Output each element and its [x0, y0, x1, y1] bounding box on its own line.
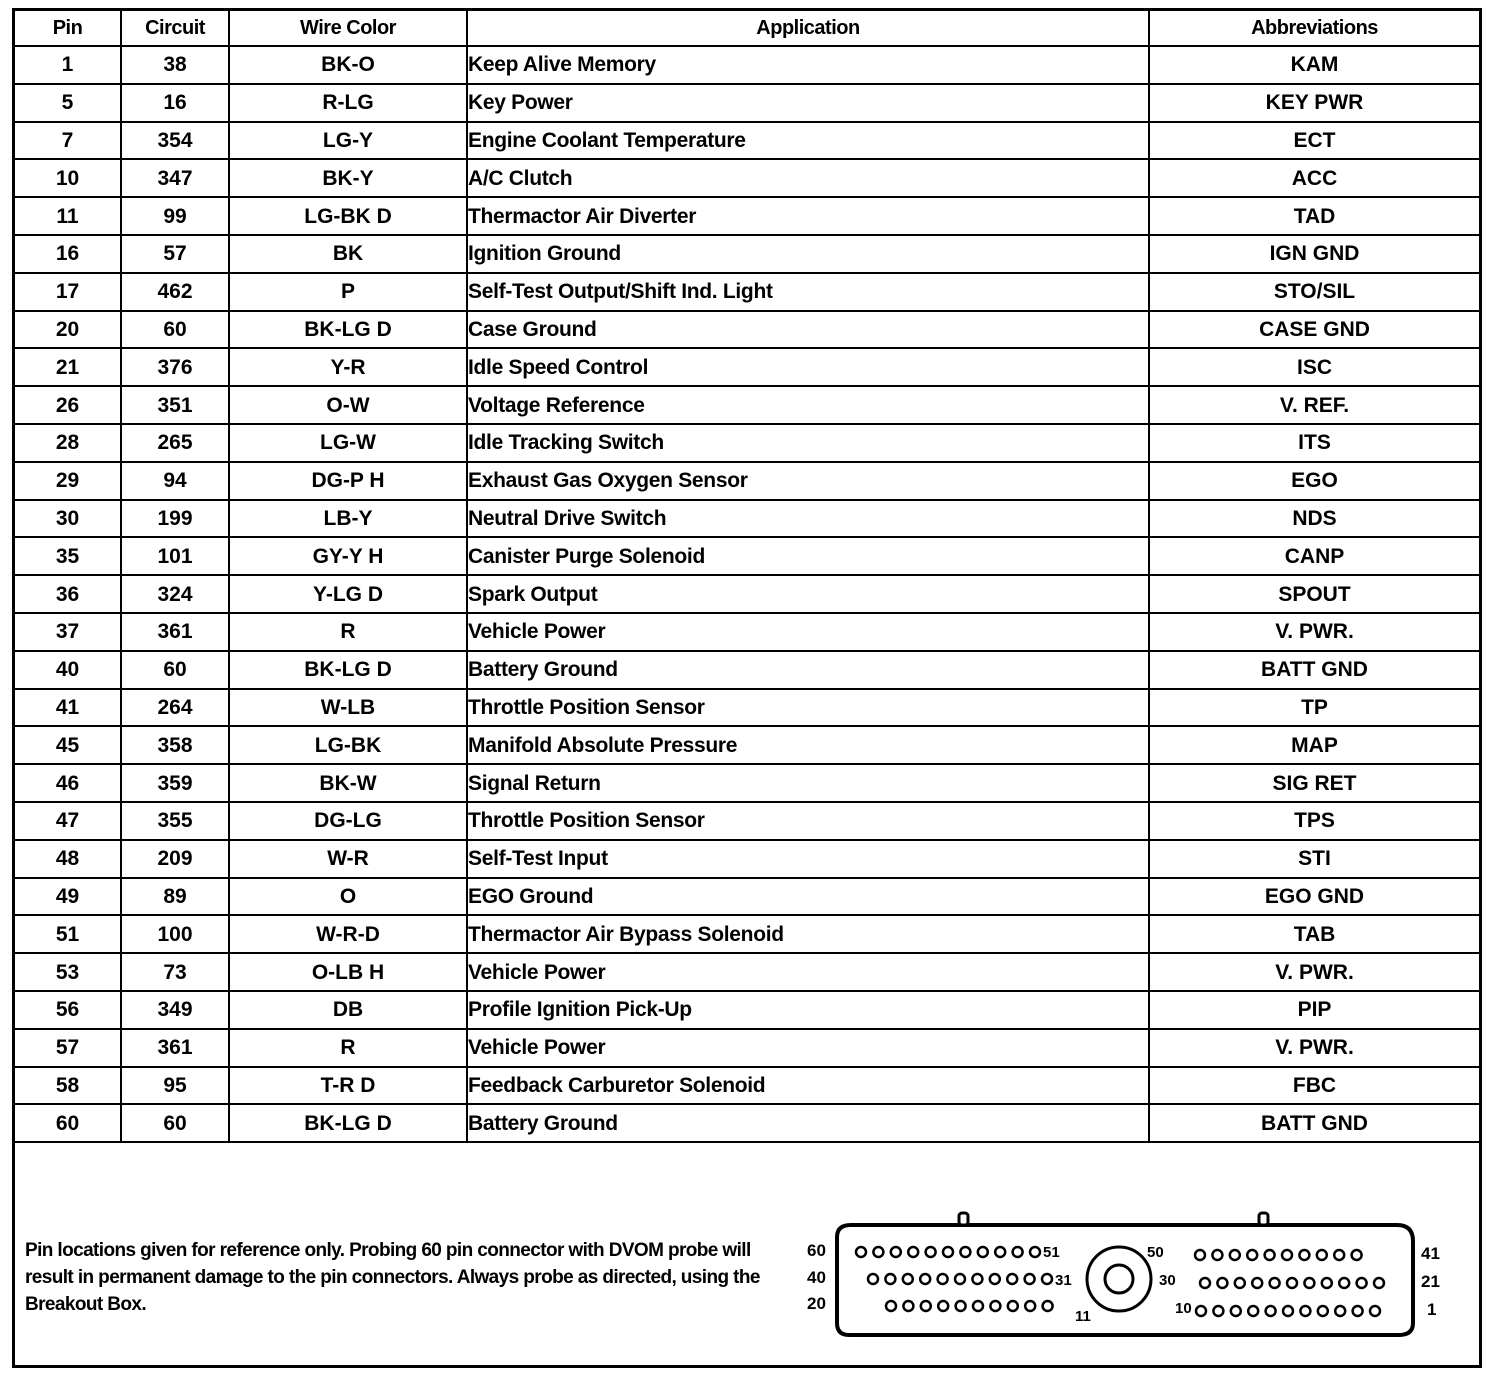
cell-pin: 45	[15, 726, 121, 764]
cell-wire-color: BK-Y	[229, 159, 467, 197]
cell-application: Feedback Carburetor Solenoid	[467, 1067, 1149, 1105]
cell-application: Self-Test Output/Shift Ind. Light	[467, 273, 1149, 311]
row2-left-end: 31	[1055, 1272, 1072, 1289]
pin-hole	[1322, 1278, 1332, 1288]
cell-pin: 17	[15, 273, 121, 311]
pin-hole	[972, 1274, 982, 1284]
table-row	[15, 1067, 1479, 1105]
cell-wire-color: O-W	[229, 386, 467, 424]
table-row	[15, 915, 1479, 953]
pin-hole	[1030, 1247, 1040, 1257]
cell-pin: 1	[15, 46, 121, 84]
cell-pin: 30	[15, 500, 121, 538]
cell-application: Profile Ignition Pick-Up	[467, 991, 1149, 1029]
cell-pin: 29	[15, 462, 121, 500]
footer-panel	[15, 1175, 1479, 1365]
cell-application: Throttle Position Sensor	[467, 689, 1149, 727]
cell-abbreviation: EGO GND	[1149, 878, 1479, 916]
cell-application: Exhaust Gas Oxygen Sensor	[467, 462, 1149, 500]
cell-wire-color: T-R D	[229, 1067, 467, 1105]
cell-abbreviation: MAP	[1149, 726, 1479, 764]
cell-application: Keep Alive Memory	[467, 46, 1149, 84]
pin-hole	[1304, 1278, 1314, 1288]
table-row	[15, 84, 1479, 122]
cell-pin: 51	[15, 915, 121, 953]
pin-hole	[1213, 1306, 1223, 1316]
cell-abbreviation: V. PWR.	[1149, 1029, 1479, 1067]
cell-wire-color: LG-W	[229, 424, 467, 462]
pin-hole	[903, 1301, 913, 1311]
cell-circuit: 358	[121, 726, 229, 764]
cell-application: Spark Output	[467, 575, 1149, 613]
cell-abbreviation: IGN GND	[1149, 235, 1479, 273]
cell-pin: 37	[15, 613, 121, 651]
pin-hole	[1212, 1250, 1222, 1260]
cell-pin: 58	[15, 1067, 121, 1105]
cell-abbreviation: V. REF.	[1149, 386, 1479, 424]
table-row	[15, 953, 1479, 991]
cell-pin: 47	[15, 802, 121, 840]
cell-circuit: 349	[121, 991, 229, 1029]
cell-pin: 41	[15, 689, 121, 727]
cell-abbreviation: ISC	[1149, 348, 1479, 386]
pin-hole	[1252, 1278, 1262, 1288]
pin-hole	[1042, 1274, 1052, 1284]
cell-abbreviation: CANP	[1149, 537, 1479, 575]
cell-abbreviation: TAD	[1149, 197, 1479, 235]
table-row	[15, 386, 1479, 424]
cell-circuit: 376	[121, 348, 229, 386]
cell-circuit: 347	[121, 159, 229, 197]
pin-hole	[943, 1247, 953, 1257]
cell-circuit: 359	[121, 764, 229, 802]
cell-wire-color: R	[229, 1029, 467, 1067]
cell-pin: 46	[15, 764, 121, 802]
cell-pin: 60	[15, 1104, 121, 1142]
cell-application: Canister Purge Solenoid	[467, 537, 1149, 575]
cell-abbreviation: FBC	[1149, 1067, 1479, 1105]
cell-abbreviation: TPS	[1149, 802, 1479, 840]
connector-key-left	[959, 1213, 968, 1225]
cell-wire-color: DG-P H	[229, 462, 467, 500]
cell-application: Vehicle Power	[467, 953, 1149, 991]
header-wire-color: Wire Color	[229, 11, 467, 46]
table-row	[15, 1104, 1479, 1142]
pin-hole	[873, 1247, 883, 1257]
cell-circuit: 95	[121, 1067, 229, 1105]
pin-hole	[938, 1274, 948, 1284]
table-row	[15, 689, 1479, 727]
cell-abbreviation: TP	[1149, 689, 1479, 727]
connector-key-right	[1259, 1213, 1268, 1225]
cell-circuit: 324	[121, 575, 229, 613]
cell-application: A/C Clutch	[467, 159, 1149, 197]
cell-pin: 49	[15, 878, 121, 916]
table-row	[15, 840, 1479, 878]
cell-application: Throttle Position Sensor	[467, 802, 1149, 840]
cell-abbreviation: SPOUT	[1149, 575, 1479, 613]
pin-hole	[960, 1247, 970, 1257]
connector-center-inner	[1105, 1265, 1133, 1293]
table-header-row	[15, 11, 1479, 46]
cell-circuit: 99	[121, 197, 229, 235]
pin-hole	[1335, 1306, 1345, 1316]
cell-application: Vehicle Power	[467, 613, 1149, 651]
pin-hole	[1374, 1278, 1384, 1288]
cell-wire-color: Y-LG D	[229, 575, 467, 613]
cell-circuit: 16	[121, 84, 229, 122]
cell-wire-color: O	[229, 878, 467, 916]
cell-application: Battery Ground	[467, 1104, 1149, 1142]
cell-abbreviation: BATT GND	[1149, 1104, 1479, 1142]
cell-pin: 56	[15, 991, 121, 1029]
cell-application: Idle Speed Control	[467, 348, 1149, 386]
cell-circuit: 199	[121, 500, 229, 538]
cell-circuit: 73	[121, 953, 229, 991]
cell-abbreviation: BATT GND	[1149, 651, 1479, 689]
cell-pin: 21	[15, 348, 121, 386]
pin-hole	[920, 1274, 930, 1284]
cell-wire-color: P	[229, 273, 467, 311]
cell-circuit: 60	[121, 311, 229, 349]
cell-abbreviation: ECT	[1149, 122, 1479, 160]
cell-wire-color: DG-LG	[229, 802, 467, 840]
cell-abbreviation: NDS	[1149, 500, 1479, 538]
cell-abbreviation: STI	[1149, 840, 1479, 878]
cell-pin: 26	[15, 386, 121, 424]
pin-hole	[1357, 1278, 1367, 1288]
cell-circuit: 354	[121, 122, 229, 160]
table-row	[15, 462, 1479, 500]
pin-hole	[885, 1274, 895, 1284]
pin-hole	[1339, 1278, 1349, 1288]
cell-circuit: 361	[121, 1029, 229, 1067]
pin-hole	[856, 1247, 866, 1257]
cell-application: Self-Test Input	[467, 840, 1149, 878]
cell-abbreviation: PIP	[1149, 991, 1479, 1029]
pin-hole	[1334, 1250, 1344, 1260]
cell-circuit: 38	[121, 46, 229, 84]
cell-wire-color: W-LB	[229, 689, 467, 727]
cell-wire-color: GY-Y H	[229, 537, 467, 575]
cell-wire-color: W-R-D	[229, 915, 467, 953]
cell-application: Key Power	[467, 84, 1149, 122]
pin-hole	[973, 1301, 983, 1311]
table-row	[15, 726, 1479, 764]
cell-application: Vehicle Power	[467, 1029, 1149, 1067]
cell-wire-color: BK-LG D	[229, 311, 467, 349]
cell-circuit: 264	[121, 689, 229, 727]
cell-abbreviation: ACC	[1149, 159, 1479, 197]
pin-hole	[1200, 1278, 1210, 1288]
pin-hole	[1318, 1306, 1328, 1316]
pin-hole	[1353, 1306, 1363, 1316]
pin-hole	[903, 1274, 913, 1284]
cell-circuit: 94	[121, 462, 229, 500]
pin-hole	[978, 1247, 988, 1257]
cell-abbreviation: V. PWR.	[1149, 953, 1479, 991]
cell-wire-color: Y-R	[229, 348, 467, 386]
cell-abbreviation: STO/SIL	[1149, 273, 1479, 311]
pin-hole	[1217, 1278, 1227, 1288]
cell-wire-color: O-LB H	[229, 953, 467, 991]
cell-wire-color: BK-LG D	[229, 651, 467, 689]
cell-application: Ignition Ground	[467, 235, 1149, 273]
table-row	[15, 500, 1479, 538]
header-abbreviations: Abbreviations	[1149, 11, 1479, 46]
pin-hole	[1013, 1247, 1023, 1257]
cell-wire-color: BK-LG D	[229, 1104, 467, 1142]
cell-pin: 36	[15, 575, 121, 613]
cell-wire-color: R-LG	[229, 84, 467, 122]
label-right-21: 21	[1421, 1272, 1440, 1291]
pin-hole	[1025, 1301, 1035, 1311]
table-row	[15, 348, 1479, 386]
cell-pin: 5	[15, 84, 121, 122]
pin-hole	[1287, 1278, 1297, 1288]
pin-hole	[990, 1274, 1000, 1284]
cell-circuit: 265	[121, 424, 229, 462]
cell-circuit: 462	[121, 273, 229, 311]
pin-hole	[1196, 1306, 1206, 1316]
pin-hole	[1370, 1306, 1380, 1316]
pin-hole	[886, 1301, 896, 1311]
label-right-1: 1	[1427, 1300, 1437, 1319]
cell-circuit: 209	[121, 840, 229, 878]
cell-application: Thermactor Air Diverter	[467, 197, 1149, 235]
pin-hole	[908, 1247, 918, 1257]
cell-circuit: 100	[121, 915, 229, 953]
table-row	[15, 651, 1479, 689]
cell-wire-color: BK	[229, 235, 467, 273]
header-application: Application	[467, 11, 1149, 46]
table-row	[15, 159, 1479, 197]
pin-hole	[1299, 1250, 1309, 1260]
pin-hole	[1270, 1278, 1280, 1288]
cell-abbreviation: TAB	[1149, 915, 1479, 953]
pin-hole	[938, 1301, 948, 1311]
pin-hole	[1195, 1250, 1205, 1260]
header-pin: Pin	[15, 11, 121, 46]
pin-hole	[926, 1247, 936, 1257]
cell-application: Neutral Drive Switch	[467, 500, 1149, 538]
pin-hole	[955, 1274, 965, 1284]
row2-right-start: 30	[1159, 1272, 1176, 1289]
table-row	[15, 613, 1479, 651]
pin-hole	[1025, 1274, 1035, 1284]
cell-abbreviation: EGO	[1149, 462, 1479, 500]
cell-circuit: 361	[121, 613, 229, 651]
cell-wire-color: LG-BK D	[229, 197, 467, 235]
pin-hole	[1282, 1250, 1292, 1260]
table-body	[15, 46, 1479, 1142]
table-row	[15, 46, 1479, 84]
pin-hole	[995, 1247, 1005, 1257]
label-left-20: 20	[807, 1294, 826, 1313]
pin-hole	[1043, 1301, 1053, 1311]
cell-circuit: 89	[121, 878, 229, 916]
table-row	[15, 991, 1479, 1029]
cell-wire-color: R	[229, 613, 467, 651]
cell-pin: 16	[15, 235, 121, 273]
cell-pin: 57	[15, 1029, 121, 1067]
pin-hole	[1235, 1278, 1245, 1288]
pin-hole	[1008, 1301, 1018, 1311]
pin-hole	[891, 1247, 901, 1257]
cell-circuit: 101	[121, 537, 229, 575]
row3-right-start: 10	[1175, 1300, 1192, 1317]
table-row	[15, 197, 1479, 235]
cell-circuit: 351	[121, 386, 229, 424]
table-row	[15, 575, 1479, 613]
pin-hole	[921, 1301, 931, 1311]
connector-center-outer	[1087, 1247, 1151, 1311]
pin-hole	[956, 1301, 966, 1311]
table-row	[15, 1029, 1479, 1067]
pin-hole	[990, 1301, 1000, 1311]
cell-abbreviation: CASE GND	[1149, 311, 1479, 349]
connector-svg	[785, 1195, 1465, 1345]
cell-abbreviation: ITS	[1149, 424, 1479, 462]
pin-hole	[1265, 1250, 1275, 1260]
cell-wire-color: BK-W	[229, 764, 467, 802]
cell-wire-color: W-R	[229, 840, 467, 878]
table-row	[15, 311, 1479, 349]
connector-pins	[856, 1247, 1384, 1316]
cell-abbreviation: V. PWR.	[1149, 613, 1479, 651]
cell-pin: 35	[15, 537, 121, 575]
label-right-41: 41	[1421, 1244, 1440, 1263]
label-left-60: 60	[807, 1241, 826, 1260]
header-circuit: Circuit	[121, 11, 229, 46]
cell-application: Engine Coolant Temperature	[467, 122, 1149, 160]
cell-application: Signal Return	[467, 764, 1149, 802]
cell-abbreviation: SIG RET	[1149, 764, 1479, 802]
cell-wire-color: BK-O	[229, 46, 467, 84]
table-row	[15, 424, 1479, 462]
connector-diagram	[785, 1195, 1465, 1345]
cell-circuit: 60	[121, 651, 229, 689]
row1-left-end: 51	[1043, 1244, 1060, 1261]
cell-wire-color: DB	[229, 991, 467, 1029]
pin-hole	[1352, 1250, 1362, 1260]
cell-abbreviation: KEY PWR	[1149, 84, 1479, 122]
pin-hole	[1248, 1306, 1258, 1316]
cell-circuit: 355	[121, 802, 229, 840]
pin-hole	[1266, 1306, 1276, 1316]
cell-pin: 7	[15, 122, 121, 160]
cell-pin: 10	[15, 159, 121, 197]
cell-pin: 40	[15, 651, 121, 689]
connector-outline	[837, 1225, 1413, 1335]
cell-pin: 11	[15, 197, 121, 235]
cell-application: Voltage Reference	[467, 386, 1149, 424]
cell-application: Thermactor Air Bypass Solenoid	[467, 915, 1149, 953]
table-row	[15, 273, 1479, 311]
cell-circuit: 60	[121, 1104, 229, 1142]
cell-pin: 48	[15, 840, 121, 878]
row1-right-start: 50	[1147, 1244, 1164, 1261]
pin-hole	[1247, 1250, 1257, 1260]
table-row	[15, 537, 1479, 575]
pin-hole	[1300, 1306, 1310, 1316]
pin-hole	[1007, 1274, 1017, 1284]
cell-pin: 28	[15, 424, 121, 462]
cell-application: Case Ground	[467, 311, 1149, 349]
pinout-table	[15, 11, 1479, 1143]
row3-left-end: 11	[1075, 1308, 1091, 1325]
cell-wire-color: LG-Y	[229, 122, 467, 160]
probe-warning-note: Pin locations given for reference only. Probing 60 pin connector with DVOM probe will result in permanent damage to the pin connectors. Always probe as directed, using the Breakout Box.	[25, 1240, 760, 1315]
table-row	[15, 878, 1479, 916]
cell-wire-color: LG-BK	[229, 726, 467, 764]
pin-hole	[1317, 1250, 1327, 1260]
pinout-sheet	[12, 8, 1482, 1368]
cell-pin: 53	[15, 953, 121, 991]
pin-hole	[1283, 1306, 1293, 1316]
pin-hole	[1231, 1306, 1241, 1316]
cell-abbreviation: KAM	[1149, 46, 1479, 84]
cell-application: Battery Ground	[467, 651, 1149, 689]
cell-application: Idle Tracking Switch	[467, 424, 1149, 462]
cell-wire-color: LB-Y	[229, 500, 467, 538]
table-row	[15, 802, 1479, 840]
pin-hole	[1230, 1250, 1240, 1260]
cell-application: EGO Ground	[467, 878, 1149, 916]
table-row	[15, 235, 1479, 273]
label-left-40: 40	[807, 1268, 826, 1287]
table-row	[15, 122, 1479, 160]
cell-application: Manifold Absolute Pressure	[467, 726, 1149, 764]
pin-hole	[868, 1274, 878, 1284]
cell-pin: 20	[15, 311, 121, 349]
cell-circuit: 57	[121, 235, 229, 273]
table-row	[15, 764, 1479, 802]
